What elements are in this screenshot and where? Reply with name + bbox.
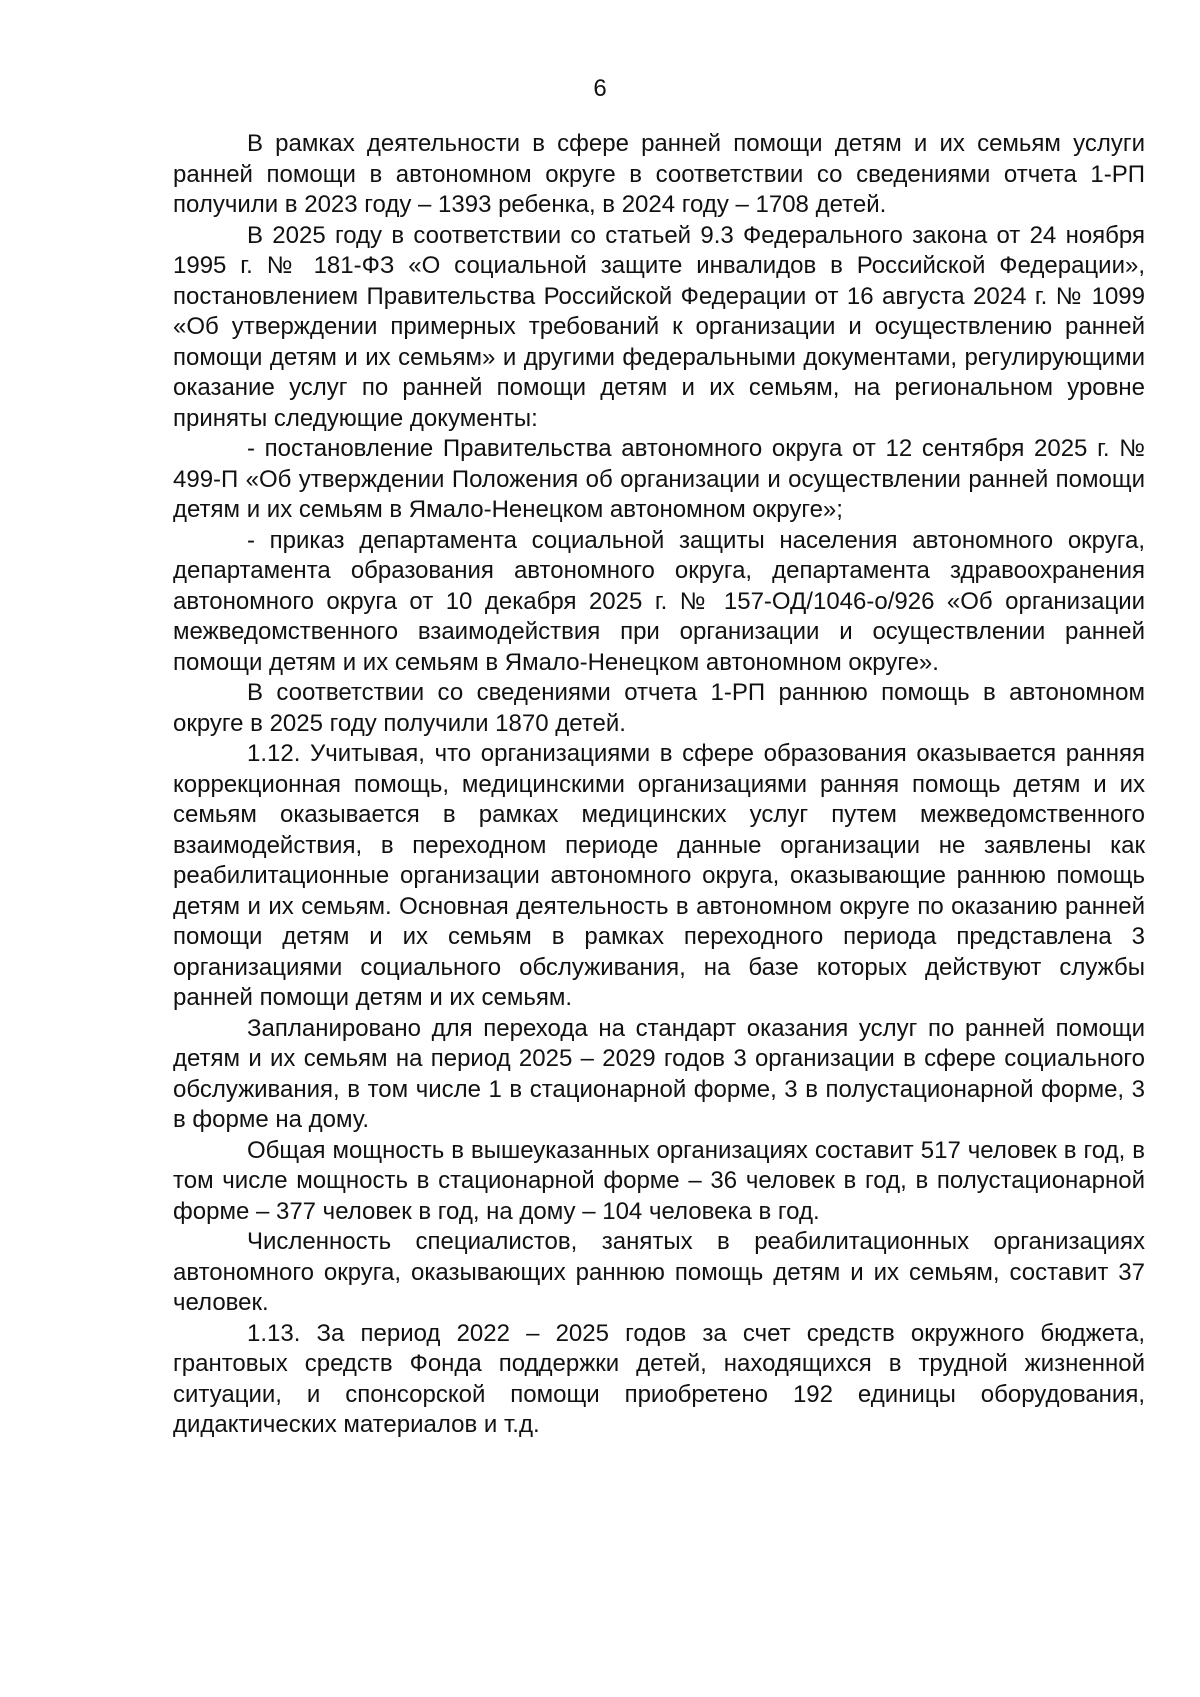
- document-body: [173, 129, 1145, 1441]
- paragraph-section-1-13: 1.13. За период 2022 – 2025 годов за счет средств окружного бюджета, грантовых средств Фонда поддержки детей, находящихся в трудной жизненной ситуации, и спонсорской помощи приобретено 192 единицы оборудования, дидактических материалов и т.д.: [173, 1319, 1145, 1438]
- paragraph-regulatory-basis: В 2025 году в соответствии со статьей 9.3 Федерального закона от 24 ноября 1995 г. № 181-ФЗ «О социальной защите инвалидов в Российской Федерации», постановлением Правительства Российской Федерации от 16 августа 2024 г. № 1099 «Об утверждении примерных требований к организации и осуществлению ранней помощи детям и их семьям» и другими федеральными документами, регулирующими оказание услуг по ранней помощи детям и их семьям, на региональном уровне приняты следующие документы:: [173, 221, 1145, 432]
- list-item-interdepartmental-order: - приказ департамента социальной защиты населения автономного округа, департамента образования автономного округа, департамента здравоохранения автономного округа от 10 декабря 2025 г. № 157-ОД/1046-о/926 «Об организации межведомственного взаимодействия при организации и осуществлении ранней помощи детям и их семьям в Ямало-Ненецком автономном округе».: [173, 526, 1145, 676]
- paragraph-planned-organizations: Запланировано для перехода на стандарт оказания услуг по ранней помощи детям и их семьям на период 2025 – 2029 годов 3 организации в сфере социального обслуживания, в том числе 1 в стационарной форме, 3 в полустационарной форме, 3 в форме на дому.: [173, 1014, 1145, 1133]
- paragraph-specialists-count: Численность специалистов, занятых в реабилитационных организациях автономного округа, оказывающих раннюю помощь детям и их семьям, составит 37 человек.: [173, 1228, 1145, 1316]
- paragraph-2025-recipients: В соответствии со сведениями отчета 1-РП раннюю помощь в автономном округе в 2025 году получили 1870 детей.: [173, 679, 1145, 737]
- paragraph-early-help-statistics: В рамках деятельности в сфере ранней помощи детям и их семьям услуги ранней помощи в автономном округе в соответствии со сведениями отчета 1-РП получили в 2023 году – 1393 ребенка, в 2024 году – 1708 детей.: [173, 130, 1145, 218]
- page-number: 6: [593, 75, 607, 102]
- paragraph-total-capacity: Общая мощность в вышеуказанных организациях составит 517 человек в год, в том числе мощность в стационарной форме – 36 человек в год, в полустационарной форме – 377 человек в год, на дому – 104 человека в год.: [173, 1136, 1145, 1225]
- list-item-government-resolution: - постановление Правительства автономного округа от 12 сентября 2025 г. № 499-П «Об утверждении Положения об организации и осуществлении ранней помощи детям и их семьям в Ямало-Ненецком автономном округе»;: [173, 435, 1145, 523]
- paragraph-section-1-12: 1.12. Учитывая, что организациями в сфере образования оказывается ранняя коррекционная помощь, медицинскими организациями ранняя помощь детям и их семьям оказывается в рамках медицинских услуг путем межведомственного взаимодействия, в переходном периоде данные организации не заявлены как реабилитационные организации автономного округа, оказывающие раннюю помощь детям и их семьям. Основная деятельность в автономном округе по оказанию ранней помощи детям и их семьям в рамках переходного периода представлена 3 организациями социального обслуживания, на базе которых действуют службы ранней помощи детям и их семьям.: [173, 740, 1145, 1011]
